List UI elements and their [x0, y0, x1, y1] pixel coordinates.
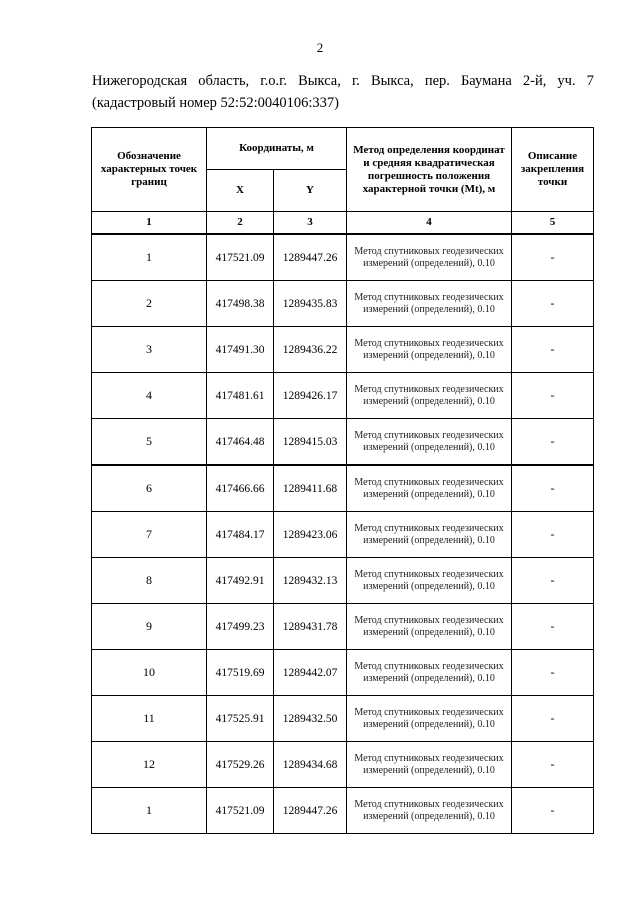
y-cell: 1289431.78 [274, 604, 347, 650]
address-word: Нижегородская [92, 73, 188, 89]
point-cell: 2 [92, 281, 207, 327]
y-cell: 1289442.07 [274, 650, 347, 696]
table-body [92, 234, 594, 834]
point-cell: 6 [92, 465, 207, 512]
coordinates-table [91, 127, 594, 834]
y-cell: 1289423.06 [274, 512, 347, 558]
address-line-1 [92, 70, 594, 92]
point-cell: 8 [92, 558, 207, 604]
cadastral-number: (кадастровый номер 52:52:0040106:337) [92, 95, 339, 111]
page-number: 2 [316, 40, 324, 55]
method-cell: Метод спутниковых геодезических измерений (определений), 0.10 [347, 696, 512, 742]
method-cell: Метод спутниковых геодезических измерений (определений), 0.10 [347, 327, 512, 373]
method-cell: Метод спутниковых геодезических измерений (определений), 0.10 [347, 419, 512, 466]
header-coordinates: Координаты, м [207, 128, 347, 170]
column-number: 1 [92, 212, 207, 235]
table-row [92, 512, 594, 558]
method-cell: Метод спутниковых геодезических измерений (определений), 0.10 [347, 373, 512, 419]
address-word: Баумана [460, 73, 512, 89]
header-method: Метод определения координат и средняя квадратическая погрешность положения характерной точки (Mt), м [347, 128, 512, 212]
y-cell: 1289447.26 [274, 234, 347, 281]
fixing-cell: - [512, 281, 594, 327]
header-point-designation: Обозначение характерных точек границ [92, 128, 207, 212]
column-number: 4 [347, 212, 512, 235]
table-row [92, 419, 594, 466]
x-cell: 417529.26 [207, 742, 274, 788]
table-row [92, 465, 594, 512]
point-cell: 1 [92, 234, 207, 281]
y-cell: 1289447.26 [274, 788, 347, 834]
table-row [92, 234, 594, 281]
point-cell: 7 [92, 512, 207, 558]
table-row [92, 788, 594, 834]
fixing-cell: - [512, 373, 594, 419]
fixing-cell: - [512, 512, 594, 558]
address-word: 2-й, [522, 73, 547, 89]
x-cell: 417464.48 [207, 419, 274, 466]
method-cell: Метод спутниковых геодезических измерений (определений), 0.10 [347, 465, 512, 512]
y-cell: 1289435.83 [274, 281, 347, 327]
fixing-cell: - [512, 650, 594, 696]
address-word: уч. [557, 73, 576, 89]
y-cell: 1289432.13 [274, 558, 347, 604]
x-cell: 417491.30 [207, 327, 274, 373]
table-row [92, 373, 594, 419]
point-cell: 4 [92, 373, 207, 419]
point-cell: 3 [92, 327, 207, 373]
method-cell: Метод спутниковых геодезических измерений (определений), 0.10 [347, 742, 512, 788]
method-cell: Метод спутниковых геодезических измерений (определений), 0.10 [347, 281, 512, 327]
y-cell: 1289432.50 [274, 696, 347, 742]
fixing-cell: - [512, 742, 594, 788]
point-cell: 11 [92, 696, 207, 742]
x-cell: 417499.23 [207, 604, 274, 650]
address-word: г. [351, 73, 360, 89]
point-cell: 1 [92, 788, 207, 834]
x-cell: 417484.17 [207, 512, 274, 558]
table-row [92, 558, 594, 604]
y-cell: 1289436.22 [274, 327, 347, 373]
address-word: пер. [424, 73, 450, 89]
table-row [92, 696, 594, 742]
fixing-cell: - [512, 788, 594, 834]
header-y: Y [274, 170, 347, 212]
table-row [92, 327, 594, 373]
fixing-cell: - [512, 419, 594, 466]
x-cell: 417521.09 [207, 788, 274, 834]
method-cell: Метод спутниковых геодезических измерений (определений), 0.10 [347, 512, 512, 558]
header-x: X [207, 170, 274, 212]
column-number: 2 [207, 212, 274, 235]
x-cell: 417521.09 [207, 234, 274, 281]
fixing-cell: - [512, 327, 594, 373]
table-row [92, 604, 594, 650]
x-cell: 417525.91 [207, 696, 274, 742]
address-word: г.о.г. [260, 73, 288, 89]
x-cell: 417519.69 [207, 650, 274, 696]
y-cell: 1289415.03 [274, 419, 347, 466]
fixing-cell: - [512, 696, 594, 742]
table-row [92, 650, 594, 696]
fixing-cell: - [512, 604, 594, 650]
address-word: Выкса, [370, 73, 414, 89]
column-number: 5 [512, 212, 594, 235]
x-cell: 417498.38 [207, 281, 274, 327]
method-cell: Метод спутниковых геодезических измерений (определений), 0.10 [347, 788, 512, 834]
method-cell: Метод спутниковых геодезических измерений (определений), 0.10 [347, 650, 512, 696]
address-word: Выкса, [298, 73, 341, 89]
header-fixing: Описание закрепления точки [512, 128, 594, 212]
x-cell: 417466.66 [207, 465, 274, 512]
table-row [92, 281, 594, 327]
method-cell: Метод спутниковых геодезических измерений (определений), 0.10 [347, 234, 512, 281]
x-cell: 417492.91 [207, 558, 274, 604]
method-cell: Метод спутниковых геодезических измерений (определений), 0.10 [347, 604, 512, 650]
y-cell: 1289411.68 [274, 465, 347, 512]
x-cell: 417481.61 [207, 373, 274, 419]
address-word: область, [198, 73, 250, 89]
point-cell: 9 [92, 604, 207, 650]
address-block [92, 70, 594, 114]
fixing-cell: - [512, 465, 594, 512]
address-word: 7 [586, 73, 594, 89]
point-cell: 5 [92, 419, 207, 466]
point-cell: 12 [92, 742, 207, 788]
method-cell: Метод спутниковых геодезических измерений (определений), 0.10 [347, 558, 512, 604]
fixing-cell: - [512, 558, 594, 604]
point-cell: 10 [92, 650, 207, 696]
y-cell: 1289434.68 [274, 742, 347, 788]
fixing-cell: - [512, 234, 594, 281]
column-number: 3 [274, 212, 347, 235]
table-row [92, 742, 594, 788]
y-cell: 1289426.17 [274, 373, 347, 419]
